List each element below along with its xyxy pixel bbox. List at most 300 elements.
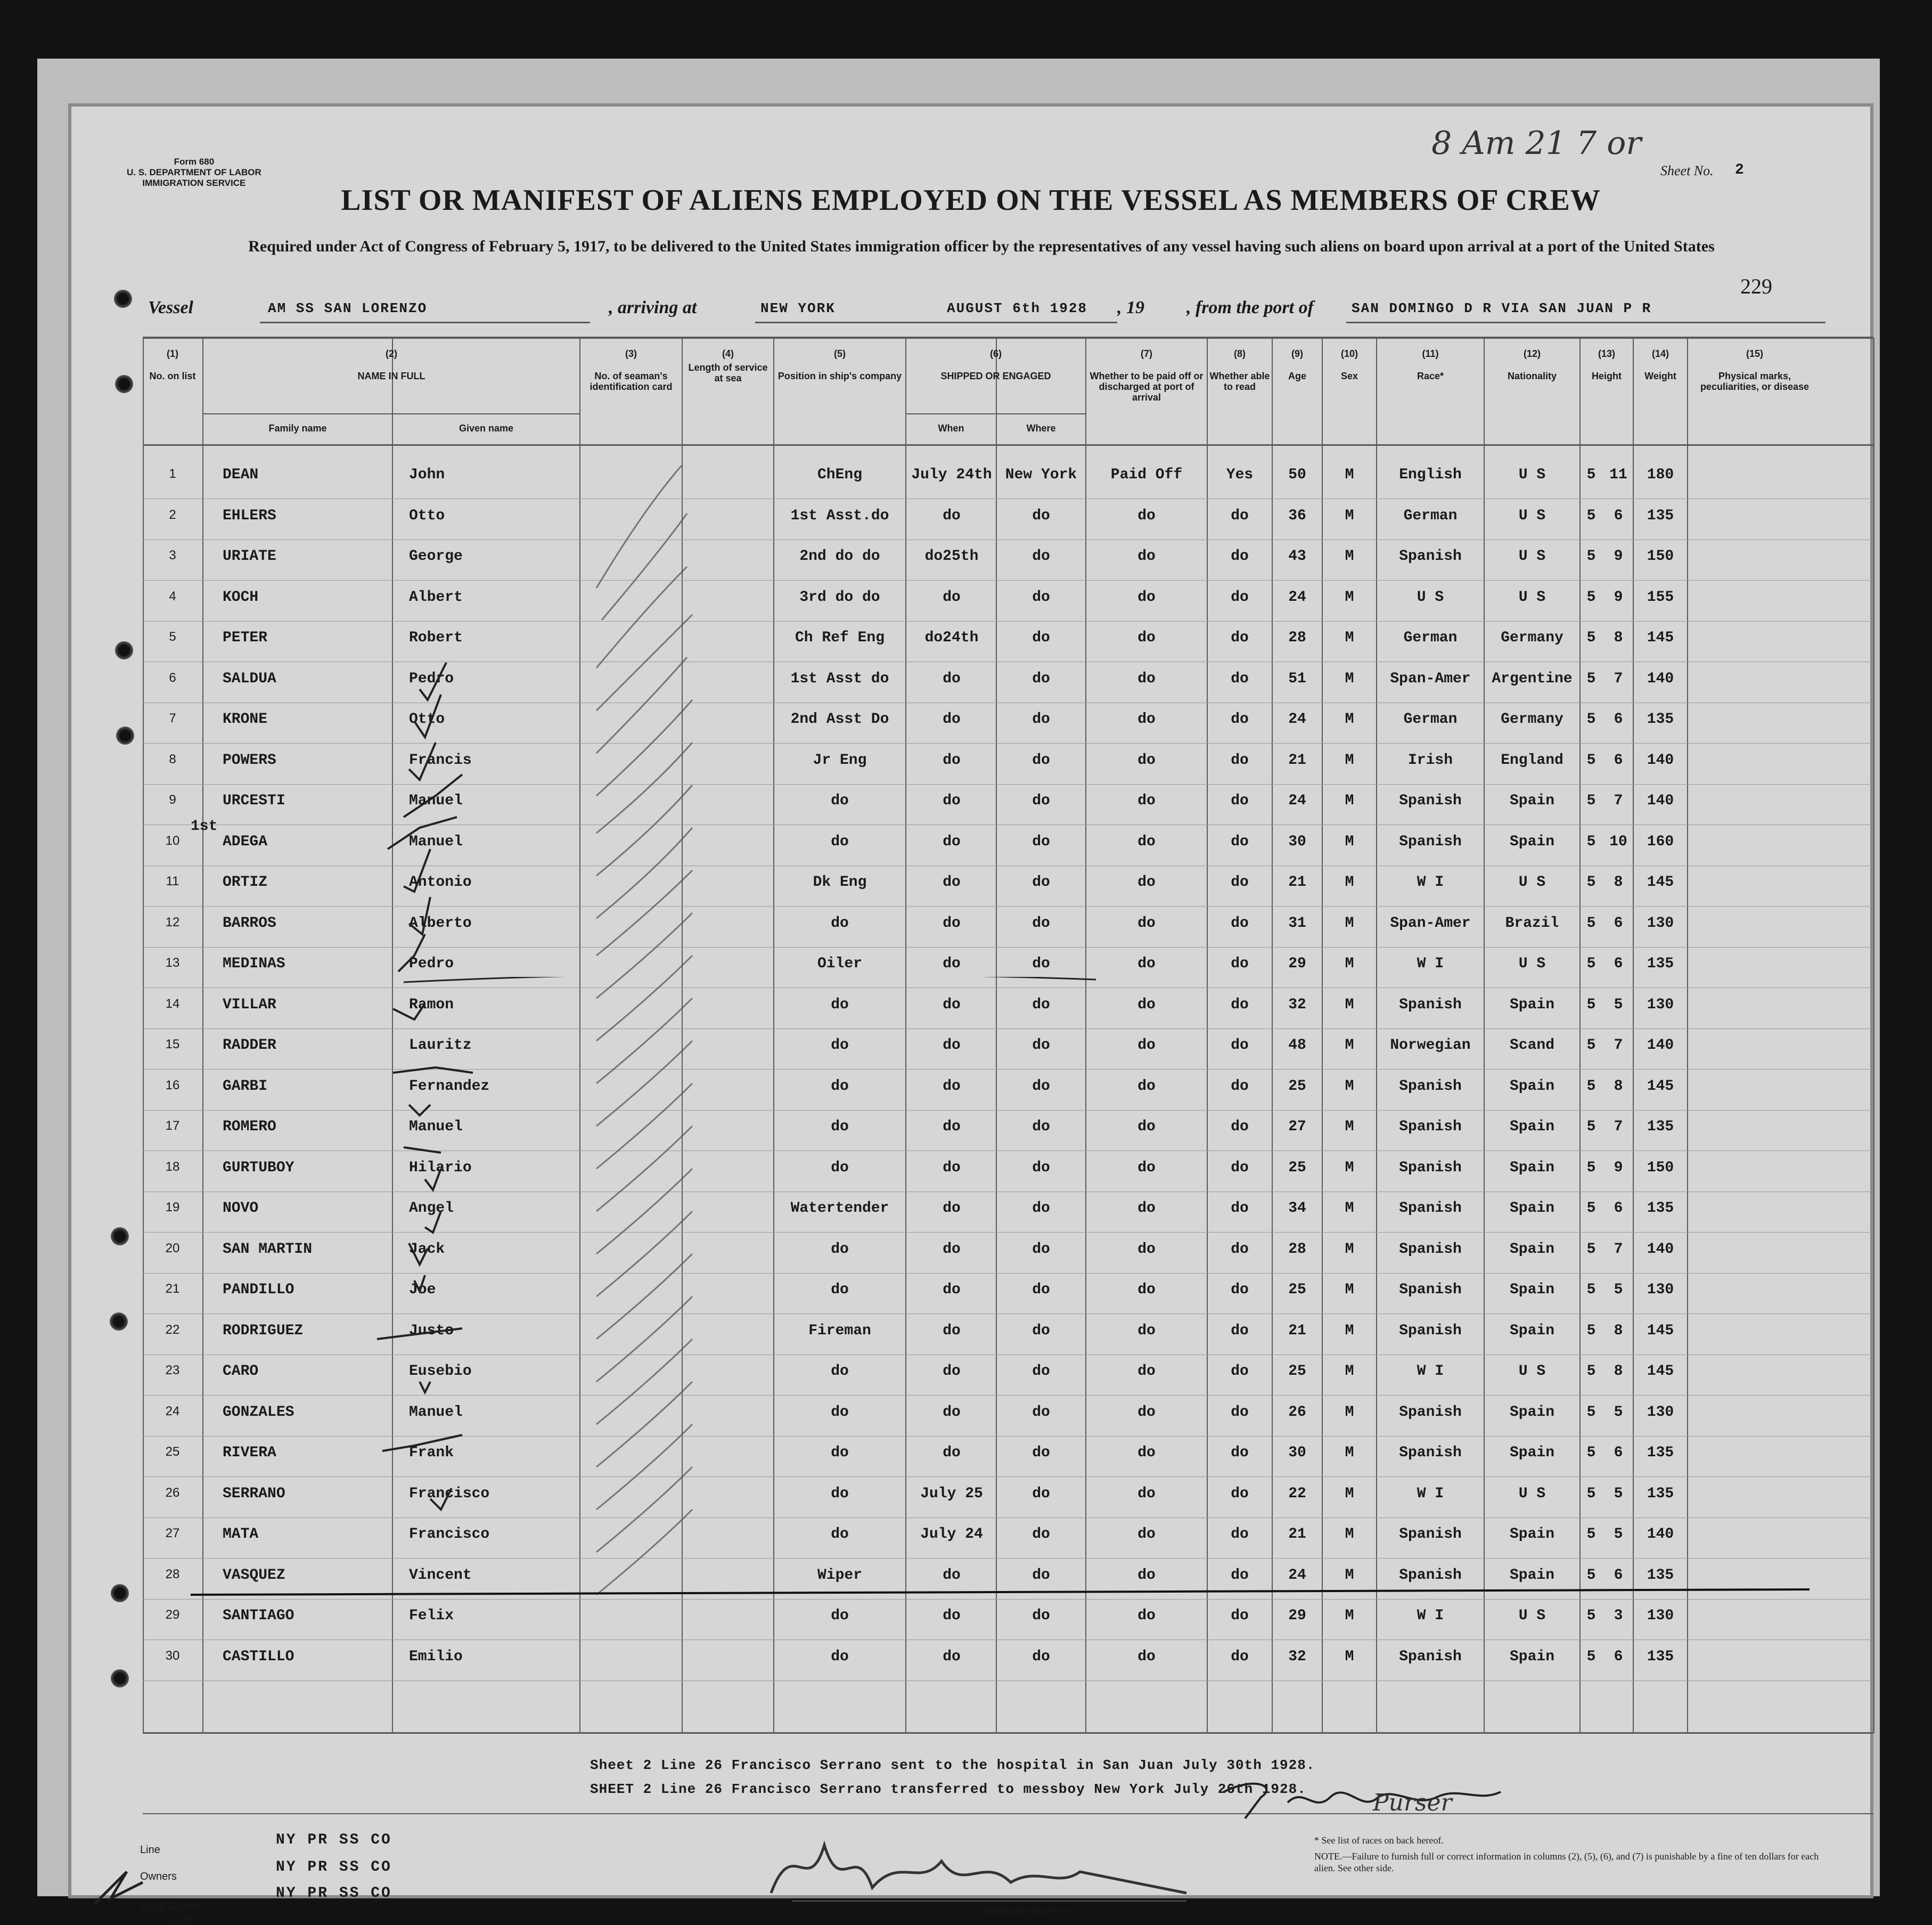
row-number-cell: 28 <box>165 1567 180 1581</box>
given-name-cell: Manuel <box>409 833 463 850</box>
height-inches-cell: 8 <box>1614 1363 1623 1380</box>
sex-cell: M <box>1345 1078 1354 1095</box>
age-cell: 24 <box>1288 589 1306 606</box>
row-number-cell: 4 <box>169 589 176 603</box>
row-number-cell: 15 <box>165 1037 180 1051</box>
sex-cell: M <box>1345 1200 1354 1217</box>
given-name-cell: Antonio <box>409 874 472 891</box>
sex-cell: M <box>1345 1608 1354 1624</box>
sex-cell: M <box>1345 1445 1354 1461</box>
nationality-cell: U S <box>1518 956 1546 972</box>
nationality-cell: Argentine <box>1492 670 1573 687</box>
shipped-when-cell: do <box>943 1608 961 1624</box>
given-name-header: Given name <box>459 423 514 434</box>
race-cell: Span-Amer <box>1390 915 1471 932</box>
family-name-header: Family name <box>268 423 327 434</box>
able-to-read-cell: do <box>1231 1078 1249 1095</box>
document-title: LIST OR MANIFEST OF ALIENS EMPLOYED ON THE VESSEL AS MEMBERS OF CREW <box>341 184 1601 217</box>
age-cell: 25 <box>1288 1363 1306 1380</box>
height-feet-cell: 5 <box>1586 915 1596 932</box>
given-name-cell: Robert <box>409 630 463 646</box>
row-number-cell: 26 <box>165 1485 180 1500</box>
family-name-cell: GURTUBOY <box>223 1159 294 1176</box>
position-cell: 1st Asst.do <box>790 507 889 524</box>
able-to-read-cell: do <box>1231 670 1249 687</box>
able-to-read-cell: do <box>1231 915 1249 932</box>
nationality-cell: U S <box>1518 1363 1546 1380</box>
year-label: , 19 <box>1117 298 1144 317</box>
height-feet-cell: 5 <box>1586 793 1596 809</box>
shipped-where-cell: do <box>1032 915 1050 932</box>
paid-off-cell: do <box>1137 1159 1156 1176</box>
age-cell: 21 <box>1288 874 1306 891</box>
col-9-header <box>1273 348 1322 381</box>
given-name-cell: Lauritz <box>409 1037 472 1054</box>
col-9-label: Age <box>1288 371 1306 381</box>
nationality-cell: U S <box>1518 467 1546 483</box>
able-to-read-cell: do <box>1231 1363 1249 1380</box>
height-feet-cell: 5 <box>1586 467 1596 483</box>
height-feet-cell: 5 <box>1586 1078 1596 1095</box>
underline <box>755 322 1117 323</box>
age-cell: 28 <box>1288 630 1306 646</box>
race-cell: German <box>1403 507 1458 524</box>
race-cell: W I <box>1417 1608 1444 1624</box>
nationality-cell: U S <box>1518 1485 1546 1502</box>
arriving-label: , arriving at <box>609 298 697 317</box>
col-15-number: (15) <box>1746 348 1763 359</box>
height-feet-cell: 5 <box>1586 1037 1596 1054</box>
sex-cell: M <box>1345 915 1354 932</box>
shipped-where-cell: do <box>1032 589 1050 606</box>
height-inches-cell: 6 <box>1614 915 1623 932</box>
given-name-cell: Francisco <box>409 1485 490 1502</box>
family-name-cell: KRONE <box>223 711 268 728</box>
given-name-cell: Emilio <box>409 1648 463 1665</box>
nationality-cell: U S <box>1518 1608 1546 1624</box>
height-inches-cell: 8 <box>1614 630 1623 646</box>
nationality-cell: Spain <box>1509 1322 1554 1339</box>
row-number-cell: 22 <box>165 1322 180 1337</box>
paid-off-cell: do <box>1137 996 1156 1013</box>
family-name-cell: GONZALES <box>223 1404 294 1421</box>
sex-cell: M <box>1345 548 1354 565</box>
owners-label: Owners <box>140 1871 177 1882</box>
row-number-cell: 10 <box>165 833 180 848</box>
row-number-cell: 11 <box>166 874 179 888</box>
sex-cell: M <box>1345 833 1354 850</box>
able-to-read-cell: do <box>1231 711 1249 728</box>
sex-cell: M <box>1345 1648 1354 1665</box>
shipped-when-cell: do <box>943 1078 961 1095</box>
weight-cell: 145 <box>1647 1322 1674 1339</box>
shipped-when-cell: do <box>943 711 961 728</box>
shipped-where-cell: do <box>1032 1608 1050 1624</box>
race-cell: English <box>1399 467 1462 483</box>
paid-off-cell: do <box>1137 1526 1156 1543</box>
age-cell: 50 <box>1288 467 1306 483</box>
position-cell: 1st Asst do <box>790 670 889 687</box>
when-header: When <box>938 423 964 434</box>
row-number-cell: 20 <box>165 1241 180 1255</box>
family-name-cell: CASTILLO <box>223 1648 294 1665</box>
position-cell: Fireman <box>808 1322 871 1339</box>
shipped-where-cell: do <box>1032 1404 1050 1421</box>
given-name-cell: Manuel <box>409 793 463 809</box>
given-name-cell: Ramon <box>409 996 454 1013</box>
shipped-where-cell: do <box>1032 956 1050 972</box>
age-cell: 21 <box>1288 1322 1306 1339</box>
race-cell: Spanish <box>1399 1119 1462 1135</box>
sex-cell: M <box>1345 1241 1354 1258</box>
family-name-cell: GARBI <box>223 1078 268 1095</box>
family-name-cell: MEDINAS <box>223 956 285 972</box>
col-5-header <box>774 348 905 381</box>
height-feet-cell: 5 <box>1586 874 1596 891</box>
column-rule <box>1873 338 1874 1733</box>
position-cell: Wiper <box>817 1567 862 1584</box>
given-name-cell: Fernandez <box>409 1078 490 1095</box>
nationality-cell: Spain <box>1509 1241 1554 1258</box>
age-cell: 29 <box>1288 1608 1306 1624</box>
shipped-where-cell: do <box>1032 1282 1050 1298</box>
height-inches-cell: 6 <box>1614 1648 1623 1665</box>
race-cell: Spanish <box>1399 1445 1462 1461</box>
position-cell: do <box>831 1037 849 1054</box>
paid-off-cell: do <box>1137 793 1156 809</box>
nationality-cell: Spain <box>1509 1078 1554 1095</box>
shipped-when-cell: do <box>943 589 961 606</box>
race-cell: Norwegian <box>1390 1037 1471 1054</box>
paid-off-cell: do <box>1137 1078 1156 1095</box>
height-inches-cell: 5 <box>1614 996 1623 1013</box>
shipped-where-cell: do <box>1032 630 1050 646</box>
height-feet-cell: 5 <box>1586 711 1596 728</box>
col-1-number: (1) <box>167 348 178 359</box>
paid-off-cell: do <box>1137 1282 1156 1298</box>
sex-cell: M <box>1345 793 1354 809</box>
column-rule <box>143 338 144 1733</box>
where-header: Where <box>1026 423 1056 434</box>
height-inches-cell: 7 <box>1614 1241 1623 1258</box>
paid-off-cell: do <box>1137 711 1156 728</box>
col-13-number: (13) <box>1598 348 1615 359</box>
shipped-when-cell: do <box>943 1567 961 1584</box>
inspector-signature <box>760 1824 1197 1909</box>
col-15-header <box>1688 348 1821 392</box>
shipped-where-cell: do <box>1032 711 1050 728</box>
height-feet-cell: 5 <box>1586 1608 1596 1624</box>
shipped-when-cell: do <box>943 793 961 809</box>
table-top-border <box>143 337 1873 339</box>
height-inches-cell: 8 <box>1614 1322 1623 1339</box>
age-cell: 24 <box>1288 711 1306 728</box>
row-number-cell: 23 <box>165 1363 180 1377</box>
position-cell: do <box>831 1282 849 1298</box>
shipped-when-cell: do <box>943 1037 961 1054</box>
col-7-header <box>1086 348 1207 403</box>
given-name-cell: John <box>409 467 445 483</box>
race-cell: Spanish <box>1399 1078 1462 1095</box>
position-cell: Ch Ref Eng <box>795 630 885 646</box>
age-cell: 30 <box>1288 1445 1306 1461</box>
height-inches-cell: 11 <box>1609 467 1627 483</box>
shipped-where-cell: do <box>1032 1363 1050 1380</box>
position-cell: 3rd do do <box>799 589 880 606</box>
height-feet-cell: 5 <box>1586 1567 1596 1584</box>
note-line-2: SHEET 2 Line 26 Francisco Serrano transferred to messboy New York July 26th 1928. <box>590 1781 1306 1797</box>
weight-cell: 160 <box>1647 833 1674 850</box>
height-feet-cell: 5 <box>1586 1363 1596 1380</box>
able-to-read-cell: Yes <box>1226 467 1254 483</box>
height-inches-cell: 6 <box>1614 507 1623 524</box>
height-feet-cell: 5 <box>1586 752 1596 769</box>
nationality-cell: Spain <box>1509 1200 1554 1217</box>
able-to-read-cell: do <box>1231 833 1249 850</box>
nationality-cell: Spain <box>1509 1648 1554 1665</box>
height-inches-cell: 7 <box>1614 793 1623 809</box>
age-cell: 27 <box>1288 1119 1306 1135</box>
shipped-where-cell: do <box>1032 1159 1050 1176</box>
position-cell: do <box>831 833 849 850</box>
row-number-cell: 24 <box>165 1404 180 1418</box>
col-8-number: (8) <box>1234 348 1246 359</box>
col-5-number: (5) <box>834 348 846 359</box>
weight-cell: 130 <box>1647 1282 1674 1298</box>
nationality-cell: Spain <box>1509 1567 1554 1584</box>
subheader-rule <box>906 413 1085 414</box>
document-subtitle: Required under Act of Congress of February 5, 1917, to be delivered to the United States immigration officer by the representatives of any vessel having such aliens on board upon arrival at a port of the United States <box>248 238 1715 255</box>
row-number-cell: 21 <box>165 1282 180 1296</box>
weight-cell: 140 <box>1647 670 1674 687</box>
age-cell: 51 <box>1288 670 1306 687</box>
race-cell: W I <box>1417 1485 1444 1502</box>
nationality-cell: U S <box>1518 548 1546 565</box>
given-name-cell: Felix <box>409 1608 454 1624</box>
nationality-cell: Spain <box>1509 1119 1554 1135</box>
col-8-header <box>1208 348 1272 392</box>
weight-cell: 145 <box>1647 1078 1674 1095</box>
nationality-cell: Spain <box>1509 1526 1554 1543</box>
shipped-when-cell: July 24 <box>920 1526 983 1543</box>
shipped-when-cell: do <box>943 1282 961 1298</box>
col-8-label: Whether able to read <box>1209 371 1270 392</box>
race-cell: Spanish <box>1399 1648 1462 1665</box>
height-feet-cell: 5 <box>1586 1648 1596 1665</box>
given-name-cell: Albert <box>409 589 463 606</box>
shipped-where-cell: do <box>1032 1485 1050 1502</box>
sex-cell: M <box>1345 1119 1354 1135</box>
col-13-label: Height <box>1592 371 1622 381</box>
paid-off-cell: Paid Off <box>1110 467 1183 483</box>
weight-cell: 135 <box>1647 507 1674 524</box>
col-12-number: (12) <box>1523 348 1541 359</box>
position-cell: Dk Eng <box>813 874 867 891</box>
nationality-cell: Germany <box>1501 630 1563 646</box>
vessel-name: AM SS SAN LORENZO <box>268 300 428 316</box>
race-cell: Spanish <box>1399 548 1462 565</box>
weight-cell: 130 <box>1647 1608 1674 1624</box>
department-name: U. S. DEPARTMENT OF LABOR <box>127 167 261 177</box>
able-to-read-cell: do <box>1231 1241 1249 1258</box>
shipped-where-cell: do <box>1032 1078 1050 1095</box>
able-to-read-cell: do <box>1231 956 1249 972</box>
weight-cell: 145 <box>1647 1363 1674 1380</box>
given-name-cell: Vincent <box>409 1567 472 1584</box>
able-to-read-cell: do <box>1231 1445 1249 1461</box>
nationality-cell: Spain <box>1509 1282 1554 1298</box>
family-name-cell: RIVERA <box>223 1445 276 1461</box>
arrival-port: NEW YORK <box>760 300 836 316</box>
weight-cell: 145 <box>1647 630 1674 646</box>
weight-cell: 140 <box>1647 793 1674 809</box>
col-7-label: Whether to be paid off or discharged at port of arrival <box>1090 371 1204 403</box>
col-5-label: Position in ship's company <box>777 371 902 381</box>
age-cell: 31 <box>1288 915 1306 932</box>
shipped-when-cell: do <box>943 1363 961 1380</box>
row-number-cell: 1 <box>169 467 176 481</box>
position-cell: do <box>831 1485 849 1502</box>
race-cell: Spanish <box>1399 996 1462 1013</box>
from-port-label: , from the port of <box>1186 298 1314 317</box>
height-inches-cell: 6 <box>1614 956 1623 972</box>
age-cell: 25 <box>1288 1282 1306 1298</box>
position-cell: do <box>831 1078 849 1095</box>
col-6-header <box>906 348 1085 381</box>
sex-cell: M <box>1345 507 1354 524</box>
sex-cell: M <box>1345 1037 1354 1054</box>
race-cell: Spanish <box>1399 1241 1462 1258</box>
weight-cell: 135 <box>1647 1648 1674 1665</box>
shipped-where-cell: do <box>1032 1526 1050 1543</box>
height-inches-cell: 6 <box>1614 752 1623 769</box>
col-2-label: NAME IN FULL <box>357 371 425 381</box>
shipped-when-cell: do24th <box>924 630 979 646</box>
height-inches-cell: 8 <box>1614 874 1623 891</box>
height-inches-cell: 6 <box>1614 1567 1623 1584</box>
local-agents-label: Local Agents <box>140 1901 201 1913</box>
able-to-read-cell: do <box>1231 1567 1249 1584</box>
able-to-read-cell: do <box>1231 1322 1249 1339</box>
position-cell: do <box>831 1241 849 1258</box>
penalty-note: NOTE.—Failure to furnish full or correct information in columns (2), (5), (6), and (7) is punishable by a fine of ten dollars for each alien. See other side. <box>1314 1851 1819 1873</box>
height-inches-cell: 7 <box>1614 1037 1623 1054</box>
age-cell: 36 <box>1288 507 1306 524</box>
row-rule <box>143 621 1873 622</box>
weight-cell: 135 <box>1647 711 1674 728</box>
race-cell: W I <box>1417 956 1444 972</box>
nationality-cell: Spain <box>1509 1159 1554 1176</box>
given-name-cell: Joe <box>409 1282 436 1298</box>
race-note: * See list of races on back hereof. <box>1314 1835 1444 1846</box>
family-name-cell: SERRANO <box>223 1485 285 1502</box>
shipped-where-cell: do <box>1032 507 1050 524</box>
shipped-when-cell: do <box>943 996 961 1013</box>
given-name-cell: Otto <box>409 711 445 728</box>
shipped-where-cell: do <box>1032 1037 1050 1054</box>
paid-off-cell: do <box>1137 1363 1156 1380</box>
family-name-cell: SAN MARTIN <box>223 1241 313 1258</box>
sex-cell: M <box>1345 589 1354 606</box>
nationality-cell: England <box>1501 752 1563 769</box>
nationality-cell: Brazil <box>1505 915 1559 932</box>
weight-cell: 150 <box>1647 548 1674 565</box>
row-number-cell: 27 <box>165 1526 180 1540</box>
height-inches-cell: 6 <box>1614 1445 1623 1461</box>
subheader-rule <box>203 413 579 414</box>
shipped-when-cell: do <box>943 1200 961 1217</box>
position-cell: ChEng <box>817 467 862 483</box>
height-feet-cell: 5 <box>1586 956 1596 972</box>
paid-off-cell: do <box>1137 1037 1156 1054</box>
paid-off-cell: do <box>1137 1445 1156 1461</box>
height-inches-cell: 7 <box>1614 1119 1623 1135</box>
shipped-where-cell: do <box>1032 1200 1050 1217</box>
sex-cell: M <box>1345 467 1354 483</box>
height-inches-cell: 5 <box>1614 1404 1623 1421</box>
race-cell: Spanish <box>1399 1322 1462 1339</box>
height-inches-cell: 5 <box>1614 1526 1623 1543</box>
paid-off-cell: do <box>1137 670 1156 687</box>
page-number: 229 <box>1740 274 1772 298</box>
inspector-label: Immigrant Inspector. <box>984 1905 1074 1916</box>
height-feet-cell: 5 <box>1586 1526 1596 1543</box>
weight-cell: 135 <box>1647 1567 1674 1584</box>
given-name-cell: Angel <box>409 1200 454 1217</box>
age-cell: 32 <box>1288 996 1306 1013</box>
race-cell: Spanish <box>1399 833 1462 850</box>
able-to-read-cell: do <box>1231 1037 1249 1054</box>
row-number-cell: 12 <box>165 915 180 929</box>
family-name-cell: KOCH <box>223 589 259 606</box>
shipped-when-cell: do <box>943 1119 961 1135</box>
shipped-where-cell: do <box>1032 996 1050 1013</box>
weight-cell: 155 <box>1647 589 1674 606</box>
col-14-header <box>1634 348 1687 381</box>
position-cell: do <box>831 1526 849 1543</box>
shipped-when-cell: July 24th <box>911 467 992 483</box>
position-cell: do <box>831 1404 849 1421</box>
given-name-cell: Jack <box>409 1241 445 1258</box>
note-line-1: Sheet 2 Line 26 Francisco Serrano sent to the hospital in San Juan July 30th 1928. <box>590 1757 1315 1773</box>
family-name-cell: VASQUEZ <box>223 1567 285 1584</box>
sex-cell: M <box>1345 1363 1354 1380</box>
family-name-cell: URIATE <box>223 548 276 565</box>
shipped-when-cell: do <box>943 1159 961 1176</box>
race-cell: German <box>1403 711 1458 728</box>
able-to-read-cell: do <box>1231 1485 1249 1502</box>
row-number-cell: 2 <box>169 507 176 522</box>
family-name-cell: DEAN <box>223 467 259 483</box>
height-feet-cell: 5 <box>1586 1404 1596 1421</box>
height-feet-cell: 5 <box>1586 1445 1596 1461</box>
punch-hole <box>114 290 132 308</box>
col-10-label: Sex <box>1340 371 1358 381</box>
weight-cell: 140 <box>1647 1526 1674 1543</box>
col-12-header <box>1485 348 1579 381</box>
col-10-number: (10) <box>1340 348 1358 359</box>
paid-off-cell: do <box>1137 833 1156 850</box>
col-6-label: SHIPPED OR ENGAGED <box>940 371 1051 381</box>
able-to-read-cell: do <box>1231 793 1249 809</box>
nationality-cell: Spain <box>1509 996 1554 1013</box>
sheet-number: 2 <box>1735 162 1744 178</box>
height-inches-cell: 9 <box>1614 1159 1623 1176</box>
line-value: NY PR SS CO <box>276 1832 392 1848</box>
col-11-header <box>1377 348 1484 381</box>
purser-signature <box>1213 1760 1511 1845</box>
given-name-cell: Pedro <box>409 670 454 687</box>
